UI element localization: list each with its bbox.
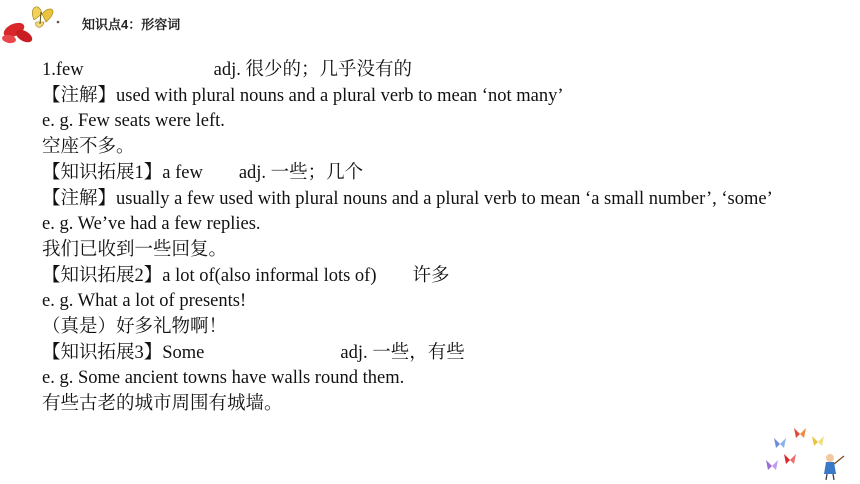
example-few: e. g. Few seats were left. [42, 111, 225, 132]
example-a-few: e. g. We’ve had a few replies. [42, 214, 261, 235]
line-a-few [42, 161, 802, 187]
child-icon [824, 454, 844, 480]
heading-a-lot-of: 【知识拓展2】a lot of(also informal lots of) [42, 265, 377, 286]
translation-some: 有些古老的城市周围有城墙。 [42, 394, 283, 415]
butterfly-icon [32, 7, 53, 27]
note-a-few: 【注解】usually a few used with plural nouns and a plural verb to mean ‘a small number’, ‘some’ [42, 188, 773, 209]
butterfly-icon [794, 428, 806, 438]
butterfly-icon [766, 460, 778, 470]
heading-a-few: 【知识拓展1】a few [42, 162, 203, 183]
note-few: 【注解】used with plural nouns and a plural verb to mean ‘not many’ [42, 85, 564, 106]
example-a-lot-of: e. g. What a lot of presents! [42, 291, 247, 312]
heading-some: 【知识拓展3】Some [42, 342, 205, 363]
flower-butterfly-decoration [0, 0, 70, 50]
butterfly-icon [774, 438, 786, 448]
butterflies-child-decoration [760, 420, 860, 484]
translation-a-lot-of: （真是）好多礼物啊！ [42, 317, 228, 338]
page-title: 知识点4：形容词 [82, 17, 181, 32]
translation-a-few: 我们已收到一些回复。 [42, 239, 228, 260]
example-some: e. g. Some ancient towns have walls round them. [42, 368, 405, 389]
def-a-lot-of: 许多 [412, 265, 450, 286]
red-petals [1, 20, 34, 45]
line-some [42, 341, 802, 367]
def-a-few: adj. 一些；几个 [238, 162, 364, 183]
def-some: adj. 一些，有些 [340, 342, 465, 363]
line-few [42, 58, 802, 84]
butterfly-icon [812, 436, 824, 446]
butterfly-icon [784, 454, 796, 464]
translation-few: 空座不多。 [42, 137, 135, 158]
dot-icon [57, 21, 60, 24]
lesson-content [42, 58, 802, 418]
def-few: adj. 很少的；几乎没有的 [213, 60, 412, 80]
line-a-lot-of [42, 264, 802, 290]
word-few: 1.few [42, 60, 84, 80]
